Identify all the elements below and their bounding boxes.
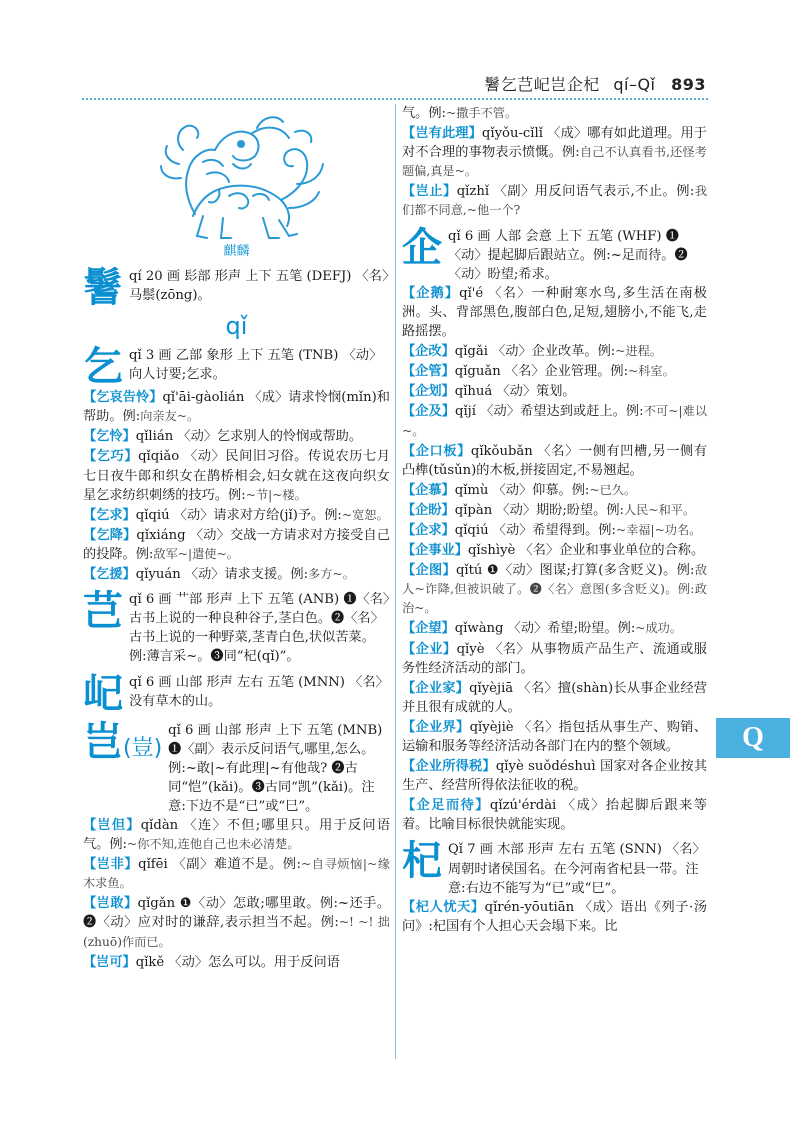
entry-example: 向亲友~。 (140, 409, 200, 424)
qilin-illustration (83, 104, 390, 244)
entry-definition: qǐrén-yōutiān 〈成〉语出《列子·汤问》:杞国有个人担心天会塌下来。比 (402, 899, 707, 934)
entry-word: 【乞巧】 (83, 449, 139, 465)
entry-example: ~科室。 (628, 364, 675, 379)
header-pinyin-range: qí–Qǐ (613, 75, 656, 94)
dictionary-entry (83, 565, 390, 584)
entry-word: 【杞人忧天】 (402, 899, 485, 915)
entry-example: ~已久。 (589, 482, 637, 497)
head-character (402, 838, 442, 885)
entry-definition: qǐzhǐ 〈副〉用反问语气表示,不止。例: (456, 184, 695, 200)
dictionary-entry (83, 526, 390, 564)
entry-word: 【企划】 (402, 384, 455, 400)
running-head (484, 72, 706, 95)
entry-word: 【企慕】 (402, 482, 455, 498)
head-info: qǐ 3 画 乙部 象形 上下 五笔 (TNB) 〈动〉向人讨要;乞求。 (129, 348, 383, 383)
head-info: qí 20 画 髟部 形声 上下 五笔 (DEFJ) 〈名〉马鬃(zōng)。 (129, 269, 389, 304)
entry-word: 【企望】 (402, 621, 455, 637)
dictionary-entry (402, 442, 707, 480)
head-entry (83, 670, 390, 717)
entry-word: 【乞哀告怜】 (83, 390, 163, 406)
head-char-glyph: 屺 (83, 670, 123, 717)
entry-word: 【企盼】 (402, 502, 455, 518)
head-character (83, 718, 163, 770)
entry-word: 【企业界】 (402, 719, 470, 735)
entry-example: 敌人~诈降,但被识破了。❷〈名〉意图(多含贬义)。例:政治~。 (402, 563, 708, 616)
entry-word: 【企足而待】 (402, 798, 490, 814)
dictionary-entry (83, 855, 390, 893)
entry-example: ~自寻烦恼|~缘木求鱼。 (83, 857, 391, 891)
entry-example: ~你不知,连他自己也未必清楚。 (127, 837, 300, 852)
head-entry (83, 265, 390, 312)
dictionary-entry (402, 362, 707, 381)
entry-definition: 气。例: (402, 106, 447, 121)
dictionary-entry (402, 104, 707, 123)
image-caption: 麒麟 (223, 244, 250, 259)
entry-definition: qǐqiú 〈动〉希望得到。例: (454, 522, 616, 538)
dictionary-entry (402, 796, 707, 834)
entry-definition: qǐfēi 〈副〉难道不是。例: (138, 857, 301, 873)
head-info: Qǐ 7 画 木部 形声 左右 五笔 (SNN) 〈名〉周朝时诸侯国名。在今河南省杞县一带。注意:右边不能写为“已”或“巳”。 (448, 842, 706, 896)
head-char-glyph: 杞 (402, 838, 442, 885)
entry-example: ~节|~楼。 (245, 487, 307, 502)
entry-definition: qǐyè 〈名〉从事物质产品生产、流通或服务性经济活动的部门。 (402, 641, 707, 676)
entry-example: 多方~。 (308, 567, 355, 582)
dictionary-entry (402, 757, 707, 795)
entry-example: ~幸福|~功名。 (615, 522, 702, 537)
head-character (83, 588, 123, 635)
entry-word: 【岂但】 (83, 817, 141, 833)
dictionary-entry (402, 541, 707, 560)
entry-word: 【岂有此理】 (402, 126, 482, 142)
entry-example: 不可~|难以~。 (402, 404, 708, 438)
dictionary-entry (402, 619, 707, 638)
dictionary-entry (83, 816, 390, 854)
illustration-box (83, 104, 390, 244)
entry-example: 我们都不同意,~他一个? (402, 184, 708, 218)
dictionary-entry (402, 718, 707, 756)
head-char-glyph: 企 (402, 224, 442, 271)
entry-example: ~宽恕。 (341, 507, 389, 522)
dictionary-entry (83, 388, 390, 426)
entry-word: 【企事业】 (402, 543, 468, 559)
entry-definition: qǐxiáng 〈动〉交战一方请求对方接受自己的投降。例: (83, 527, 391, 562)
entry-word: 【乞怜】 (83, 429, 136, 445)
entry-word: 【企及】 (402, 404, 455, 420)
dictionary-entry (83, 427, 390, 446)
dictionary-entry (402, 521, 707, 540)
entry-word: 【岂非】 (83, 857, 139, 873)
dictionary-entry (402, 640, 707, 678)
dictionary-entry (402, 124, 707, 181)
head-character (83, 344, 123, 391)
head-info: qǐ 6 画 人部 会意 上下 五笔 (WHF) ❶〈动〉提起脚后跟站立。例:~足而待。❷〈动〉盼望;希求。 (448, 228, 688, 282)
entry-definition: qǐguǎn 〈名〉企业管理。例: (454, 364, 629, 380)
dictionary-entry (402, 402, 707, 440)
entry-word: 【乞降】 (83, 527, 137, 543)
head-entry (402, 840, 707, 897)
entry-word: 【企改】 (402, 344, 455, 360)
entry-definition: qǐshìyè 〈名〉企业和事业单位的合称。 (467, 543, 705, 559)
dictionary-entry (402, 898, 707, 936)
head-char-variant: (豈) (123, 735, 163, 761)
entry-example: ~撒手不管。 (446, 106, 518, 120)
column-divider (395, 104, 396, 1059)
entry-example: ~! ~! 拙(zhuō)作而已。 (83, 915, 390, 949)
entry-definition: qǐgǎi 〈动〉企业改革。例: (454, 344, 616, 360)
head-char-glyph: 鬐 (83, 265, 123, 312)
head-char-glyph: 芑 (83, 588, 123, 635)
entry-example: ~成功。 (635, 621, 683, 636)
head-entry (83, 344, 390, 391)
entry-definition: qǐyè suǒdéshuì 国家对各企业按其生产、经营所得依法征收的税。 (402, 759, 708, 794)
entry-definition: qǐlián 〈动〉乞求别人的怜悯或帮助。 (135, 429, 363, 445)
head-char-glyph: 乞 (83, 344, 123, 391)
entry-definition: qǐyǒu-cǐlǐ 〈成〉哪有如此道理。用于对不合理的事物表示愤慨。例: (402, 126, 707, 161)
entry-definition: qǐ'āi-gàolián 〈成〉请求怜悯(mǐn)和帮助。例: (83, 390, 390, 425)
entry-definition: qǐyuán 〈动〉请求支援。例: (135, 567, 309, 583)
entry-word: 【乞援】 (83, 567, 136, 583)
entry-definition: qǐgǎn ❶〈动〉怎敢;哪里敢。例:~还手。❷〈动〉应对时的谦辞,表示担当不起。例: (83, 896, 391, 931)
entry-definition: qǐjí 〈动〉希望达到或赶上。例: (455, 404, 644, 420)
entry-word: 【企管】 (402, 364, 455, 380)
entry-definition: qǐqiǎo 〈动〉民间旧习俗。传说农历七月七日夜牛郎和织女在鹊桥相会,妇女就在这夜向织女星乞求纺织刺绣的技巧。例: (83, 449, 391, 503)
entry-word: 【岂可】 (83, 954, 136, 970)
entry-example: 自己不认真看书,还怪考题偏,真是~。 (402, 145, 707, 179)
header-rule (82, 98, 708, 100)
entry-definition: qǐkǒubǎn 〈名〉一侧有凹槽,另一侧有凸榫(tǔsǔn)的木板,拼接固定,不易翘起。 (402, 443, 708, 478)
right-column (402, 104, 707, 937)
entry-example: 敌军~|遣使~。 (153, 546, 239, 561)
entry-word: 【企口板】 (402, 443, 471, 459)
head-info: qǐ 6 画 山部 形声 上下 五笔 (MNB) ❶〈副〉表示反问语气,哪里,怎么。例:~敢|~有此理|~有他哉? ❷古同“恺”(kǎi)。❸古同“凯”(kǎi)。注意:下边不是“已”或“巳”。 (168, 722, 383, 814)
entry-word: 【岂敢】 (83, 896, 138, 912)
side-tab-q[interactable]: Q (716, 718, 790, 758)
entry-example: ~进程。 (615, 344, 663, 359)
dictionary-entry (402, 342, 707, 361)
dictionary-entry (402, 182, 707, 220)
entry-word: 【企鹅】 (402, 285, 460, 301)
entry-definition: qǐdàn 〈连〉不但;哪里只。用于反问语气。例: (83, 817, 391, 853)
head-info: qǐ 6 画 艹部 形声 上下 五笔 (ANB) ❶〈名〉古书上说的一种良种谷子,茎白色。❷〈名〉古书上说的一种野菜,茎青白色,状似苦菜。例:薄言采~。❸同“杞(qǐ)”。 (129, 592, 390, 665)
entry-word: 【乞求】 (83, 507, 136, 523)
entry-definition: qǐkě 〈动〉怎么可以。用于反问语 (135, 954, 340, 970)
entry-example: 人民~和平。 (623, 502, 696, 517)
entry-word: 【岂止】 (402, 184, 457, 200)
entry-word: 【企求】 (402, 522, 455, 538)
dictionary-entry (402, 382, 707, 401)
entry-definition: qǐ'é 〈名〉一种耐寒水鸟,多生活在南极洲。头、背部黑色,腹部白色,足短,翅膀小,不能飞,走路摇摆。 (402, 285, 707, 340)
entry-word: 【企业家】 (402, 680, 470, 696)
entry-word: 【企业所得税】 (402, 759, 496, 775)
entry-definition: qǐmù 〈动〉仰慕。例: (454, 482, 590, 498)
entry-definition: qǐtú ❶〈动〉图谋;打算(多含贬义)。例: (455, 563, 695, 579)
dictionary-entry (402, 481, 707, 500)
dictionary-entry (402, 679, 707, 717)
entry-definition: qǐzú'érdài 〈成〉抬起脚后跟来等着。比喻目标很快就能实现。 (402, 798, 707, 833)
header-chars: 鬐乞芑屺岂企杞 (484, 75, 600, 94)
section-heading: qǐ (225, 312, 248, 341)
dictionary-entry (83, 894, 390, 951)
head-character (402, 224, 442, 271)
dictionary-entry (83, 953, 390, 972)
head-entry (402, 224, 707, 284)
page-header (0, 0, 790, 100)
entry-definition: qǐpàn 〈动〉期盼;盼望。例: (454, 502, 624, 518)
entry-word: 【企图】 (402, 563, 456, 579)
head-entry (83, 590, 390, 666)
dictionary-entry (83, 447, 390, 504)
entry-definition: qǐwàng 〈动〉希望;盼望。例: (454, 621, 636, 637)
head-character (83, 265, 123, 312)
dictionary-entry (402, 561, 707, 618)
dictionary-entry (83, 506, 390, 525)
page-number: 893 (671, 75, 706, 94)
entry-definition: qǐyèjiè 〈名〉指包括从事生产、购销、运输和服务等经济活动各部门在内的整个领域。 (402, 719, 708, 754)
head-entry (83, 718, 390, 816)
entry-definition: qǐhuá 〈动〉策划。 (454, 384, 576, 400)
left-column (83, 104, 390, 973)
dictionary-entry (402, 284, 707, 341)
head-character (83, 670, 123, 717)
entry-definition: qǐqiú 〈动〉请求对方给(jǐ)予。例: (135, 507, 342, 523)
head-info: qǐ 6 画 山部 形声 左右 五笔 (MNN) 〈名〉没有草木的山。 (129, 674, 389, 709)
dictionary-entry (402, 501, 707, 520)
entry-definition: qǐyèjiā 〈名〉擅(shàn)长从事企业经营并且很有成就的人。 (402, 680, 707, 715)
head-char-glyph: 岂 (83, 718, 123, 765)
entry-word: 【企业】 (402, 641, 457, 657)
